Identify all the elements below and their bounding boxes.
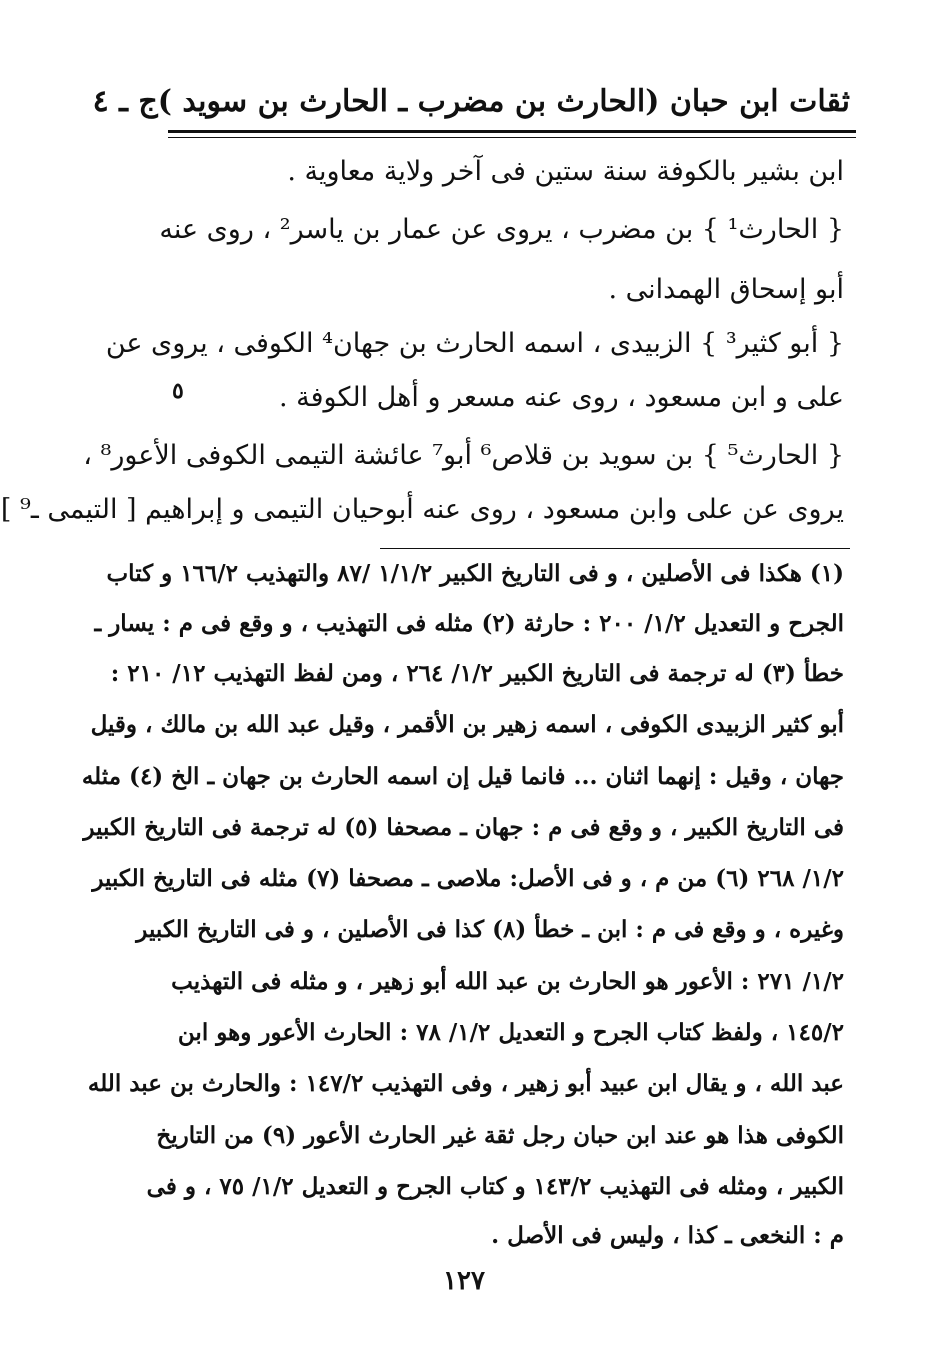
body-line: { الحارث⁵ } بن سويد بن قلاص⁶ أبو⁷ عائشة التيمى الكوفى الأعور⁸ ، [83, 440, 844, 471]
footnote-line: جهان ، وقيل : إنهما اثنان ... فانما قيل إن اسمه الحارث بن جهان ـ الخ (٤) مثله [81, 763, 844, 790]
body-line: { أبو كثير³ } الزبيدى ، اسمه الحارث بن جهان⁴ الكوفى ، يروى عن [105, 328, 844, 359]
footnote-line: خطأ (٣) له ترجمة فى التاريخ الكبير ١/٢/ ٢٦٤ ، ومن لفظ التهذيب ١٢/ ٢١٠ : [110, 660, 844, 687]
footnote-separator [380, 548, 850, 549]
body-line: ابن بشير بالكوفة سنة ستين فى آخر ولاية معاوية . [287, 156, 844, 187]
header-rule-thick [168, 130, 856, 133]
body-line: يروى عن على وابن مسعود ، روى عنه أبوحيان التيمى و إبراهيم [ التيمى ـ⁹ ] [0, 494, 844, 525]
body-line: على و ابن مسعود ، روى عنه مسعر و أهل الكوفة . [278, 382, 844, 413]
header-title: ثقات ابن حبان (الحارث بن مضرب ـ الحارث بن سويد ) [157, 83, 850, 119]
body-line: أبو إسحاق الهمدانى . [608, 274, 844, 305]
footnote-line: أبو كثير الزبيدى الكوفى ، اسمه زهير بن الأقمر ، وقيل عبد الله بن مالك ، وقيل [90, 711, 844, 738]
header-rule-thin [168, 137, 856, 138]
footnote-line: ١٤٥/٢ ، ولفظ كتاب الجرح و التعديل ١/٢/ ٧٨ : الحارث الأعور وهو ابن [177, 1019, 844, 1046]
footnote-line: الكبير ، ومثله فى التهذيب ١٤٣/٢ و كتاب الجرح و التعديل ١/٢/ ٧٥ ، و فى [146, 1173, 844, 1200]
footnote-line: وغيره ، و وقع فى م : ابن ـ خطأ (٨) كذا فى الأصلين ، و فى التاريخ الكبير [136, 916, 844, 943]
footnote-line: (١) هكذا فى الأصلين ، و فى التاريخ الكبير ١/١/٢ /٨٧ والتهذيب ١٦٦/٢ و كتاب [106, 560, 844, 587]
footnote-line: فى التاريخ الكبير ، و وقع فى م : جهان ـ مصحفا (٥) له ترجمة فى التاريخ الكبير [83, 814, 844, 841]
footnote-line: الكوفى هذا هو عند ابن حبان رجل ثقة غير الحارث الأعور (٩) من التاريخ [156, 1122, 844, 1149]
page-number: ١٢٧ [443, 1266, 485, 1296]
line-number-marker: ٥ [172, 378, 184, 404]
body-line: { الحارث¹ } بن مضرب ، يروى عن عمار بن ياسر² ، روى عنه [159, 214, 844, 245]
footnote-line: م : النخعى ـ كذا ، وليس فى الأصل . [491, 1222, 844, 1249]
footnote-line: ١/٢/ ٢٦٨ (٦) من م ، و فى الأصل: ملاصى ـ مصحفا (٧) مثله فى التاريخ الكبير [92, 865, 844, 892]
volume-label: ج ـ ٤ [92, 83, 158, 119]
footnote-line: الجرح و التعديل ١/٢/ ٢٠٠ : حارثة (٢) مثله فى التهذيب ، و وقع فى م : يسار ـ [94, 610, 844, 637]
footnote-line: ١/٢/ ٢٧١ : الأعور هو الحارث بن عبد الله أبو زهير ، و مثله فى التهذيب [171, 968, 844, 995]
footnote-line: عبد الله ، و يقال ابن عبيد أبو زهير ، وفى التهذيب ١٤٧/٢ : والحارث بن عبد الله [87, 1070, 844, 1097]
running-header [92, 78, 850, 124]
